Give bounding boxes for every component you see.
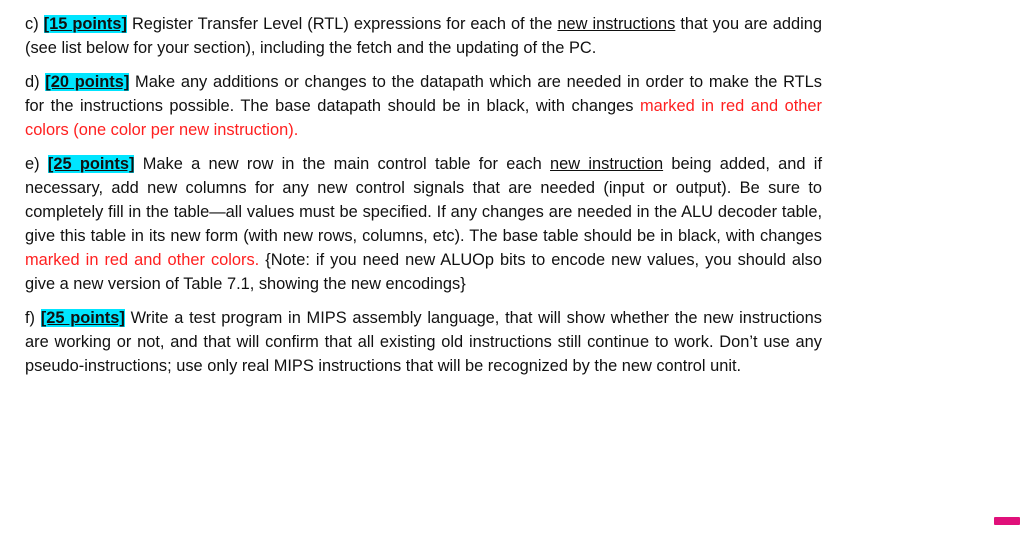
underlined-text: new instruction <box>550 155 664 173</box>
section-letter: e) <box>25 155 40 173</box>
corner-logo-badge <box>994 517 1020 525</box>
section-f <box>25 306 822 378</box>
section-text: {Note: if you need new ALUOp bits to encode new values, you should also give a new version of Table 7.1, showing the new encodings} <box>25 251 822 293</box>
section-d <box>25 70 822 142</box>
red-highlight-text: marked in red and other colors. <box>25 251 260 269</box>
section-letter: c) <box>25 15 39 33</box>
red-highlight-text: marked in red and other colors (one color per new instruction). <box>25 97 822 139</box>
points-badge: [25 points] <box>47 155 135 173</box>
assignment-document <box>25 12 822 378</box>
section-text: Register Transfer Level (RTL) expressions for each of the <box>126 15 558 33</box>
section-letter: f) <box>25 309 36 327</box>
section-text: Write a test program in MIPS assembly language, that will show whether the new instructions are working or not, and that will confirm that all existing old instructions still continue to work. Don’t use any pseudo-instructions; use only real MIPS instructions that will be recognized by the new control unit. <box>25 309 822 375</box>
section-c <box>25 12 822 60</box>
points-badge: [15 points] <box>43 15 127 33</box>
section-text: Make any additions or changes to the datapath which are needed in order to make the RTLs for the instructions possible. The base datapath should be in black, with changes <box>25 73 822 115</box>
section-text: that you are adding (see list below for your section), including the fetch and the updating of the PC. <box>25 15 822 57</box>
points-badge: [20 points] <box>45 73 130 91</box>
section-e <box>25 152 822 296</box>
section-text: Make a new row in the main control table for each <box>134 155 551 173</box>
section-letter: d) <box>25 73 40 91</box>
underlined-text: new instructions <box>557 15 676 33</box>
points-badge: [25 points] <box>40 309 125 327</box>
section-text: being added, and if necessary, add new columns for any new control signals that are needed (input or output). Be sure to completely fill in the table—all values must be specified. If any changes are needed in the ALU decoder table, give this table in its new form (with new rows, columns, etc). The base table should be in black, with changes <box>25 155 823 245</box>
